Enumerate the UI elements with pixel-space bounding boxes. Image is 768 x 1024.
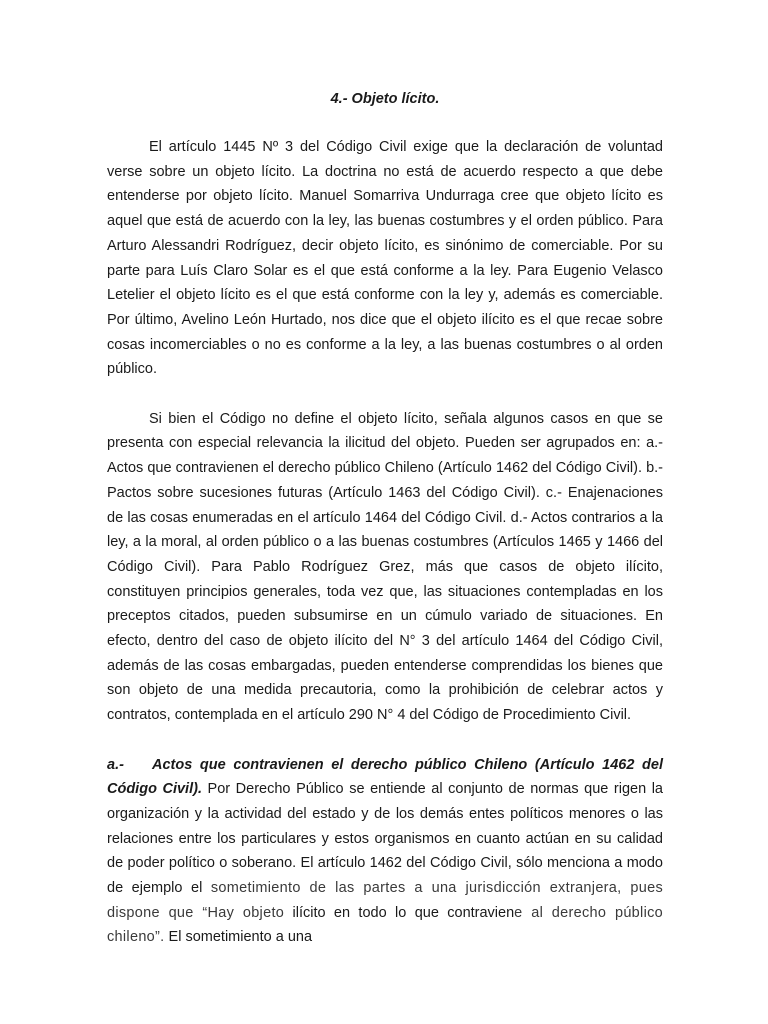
section-a-text-2: sometimiento de las partes a una jurisdicción extranjera, pues dispone que “Hay objeto [107, 880, 663, 921]
section-a-text-5: El sometimiento a una [164, 929, 313, 946]
section-a-letter: a.- [107, 756, 124, 773]
section-a-text-4: e al derecho público chileno”. [107, 904, 663, 946]
paragraph-casos-ilicitud: Si bien el Código no define el objeto lícito, señala algunos casos en que se presenta con especial relevancia la ilicitud del objeto. Pueden ser agrupados en: a.- Actos que contravienen el derecho público Chileno (Artículo 1462 del Código Civil). b.- Pactos sobre sucesiones futuras (Artículo 1463 del Código Civil). c.- Enajenaciones de las cosas enumeradas en el artículo 1464 del Código Civil. d.- Actos contrarios a la ley, a la moral, al orden público o a las buenas costumbres (Artículos 1465 y 1466 del Código Civil). Para Pablo Rodríguez Grez, más que casos de objeto ilícito, constituyen principios generales, toda vez que, las situaciones contempladas en los preceptos citados, pueden subsumirse en un cúmulo variado de situaciones. En efecto, dentro del caso de objeto ilícito del N° 3 del artículo 1464 del Código Civil, además de las cosas embargadas, pueden entenderse comprendidas los bienes que son objeto de una medida precautoria, como la prohibición de celebrar actos y contratos, contemplada en el artículo 290 N° 4 del Código de Procedimiento Civil. [107, 410, 663, 724]
section-a-text-3: ilícito en todo lo que contravien [284, 904, 515, 921]
document-title: 4.- Objeto lícito. [330, 91, 440, 107]
paragraph-objeto-licito-doctrina: El artículo 1445 Nº 3 del Código Civil exige que la declaración de voluntad verse sobre un objeto lícito. La doctrina no está de acuerdo respecto a que debe entenderse por objeto lícito. Manuel Somarriva Undurraga cree que objeto lícito es aquel que está de acuerdo con la ley, las buenas costumbres y el orden público. Para Arturo Alessandri Rodríguez, decir objeto lícito, es sinónimo de comerciable. Por su parte para Luís Claro Solar es el que está conforme a la ley. Para Eugenio Velasco Letelier el objeto lícito es el que está conforme con la ley y, además es comerciable. Por último, Avelino León Hurtado, nos dice que el objeto ilícito es el que recae sobre cosas incomerciables o no es conforme a la ley, a las buenas costumbres o al orden público. [107, 139, 663, 378]
paragraph-section-a [107, 753, 663, 951]
section-a-text-1: Por Derecho Público se entiende al conjunto de normas que rigen la organización y la actividad del estado y de los demás entes políticos menores o las relaciones entre los particulares y estos organismos en cuanto actúan en su calidad de poder político o soberano. El artículo 1462 del Código Civil, sólo menciona a modo de ejemplo el [107, 781, 664, 897]
section-a-heading-text: Actos que contravienen el derecho público Chileno (Artículo 1462 del Código Civil). [107, 756, 663, 798]
